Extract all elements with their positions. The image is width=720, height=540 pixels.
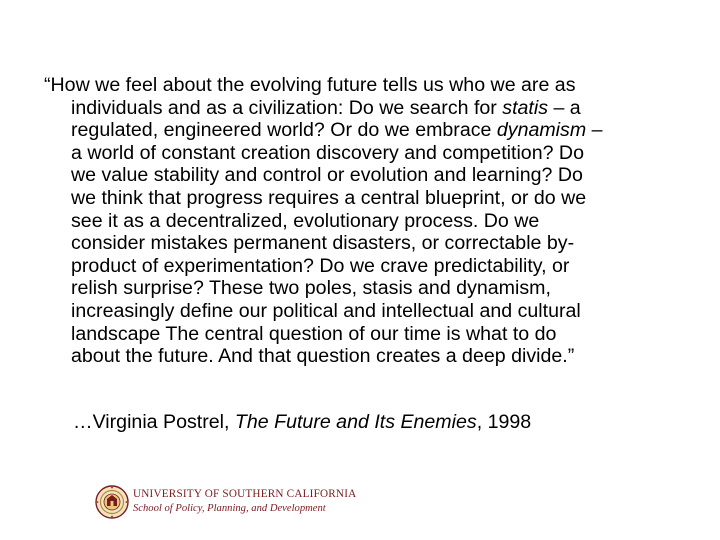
quote-block xyxy=(44,74,694,368)
quote-text: – xyxy=(586,119,603,142)
quote-line: increasingly define our political and intellectual and cultural xyxy=(71,299,581,322)
quote-line: “How we feel about the evolving future tells us who we are as xyxy=(44,74,576,96)
quote-line: product of experimentation? Do we crave predictability, or xyxy=(71,254,570,277)
attribution-author: …Virginia Postrel, xyxy=(73,411,235,433)
logo-school-name: School of Policy, Planning, and Development xyxy=(133,503,326,514)
quote-text: individuals and as a civilization: Do we search for xyxy=(71,96,503,119)
quote-emphasis-statis: statis xyxy=(502,96,549,119)
quote-line: relish surprise? These two poles, stasis and dynamism, xyxy=(71,277,551,300)
quote-line xyxy=(44,97,694,120)
usc-logo xyxy=(95,485,357,521)
quote-line: landscape The central question of our time is what to do xyxy=(71,322,557,345)
quote-line: we value stability and control or evolution and learning? Do xyxy=(71,164,583,187)
quote-line xyxy=(44,119,694,142)
quote-text: – a xyxy=(548,96,581,119)
logo-university-name: UNIVERSITY OF SOUTHERN CALIFORNIA xyxy=(133,488,357,500)
attribution-book-title: The Future and Its Enemies xyxy=(234,411,477,433)
quote-line: see it as a decentralized, evolutionary process. Do we xyxy=(71,209,540,232)
quote-line: a world of constant creation discovery and competition? Do xyxy=(71,141,584,164)
usc-seal-icon xyxy=(95,485,129,519)
quote-line: we think that progress requires a central blueprint, or do we xyxy=(71,186,587,209)
quote-line: consider mistakes permanent disasters, or correctable by- xyxy=(71,232,575,255)
attribution-year: , 1998 xyxy=(476,411,532,433)
quote-line: about the future. And that question creates a deep divide.” xyxy=(71,345,575,368)
quote-emphasis-dynamism: dynamism xyxy=(496,119,587,142)
quote-text: regulated, engineered world? Or do we embrace xyxy=(71,119,497,142)
attribution xyxy=(73,410,531,434)
